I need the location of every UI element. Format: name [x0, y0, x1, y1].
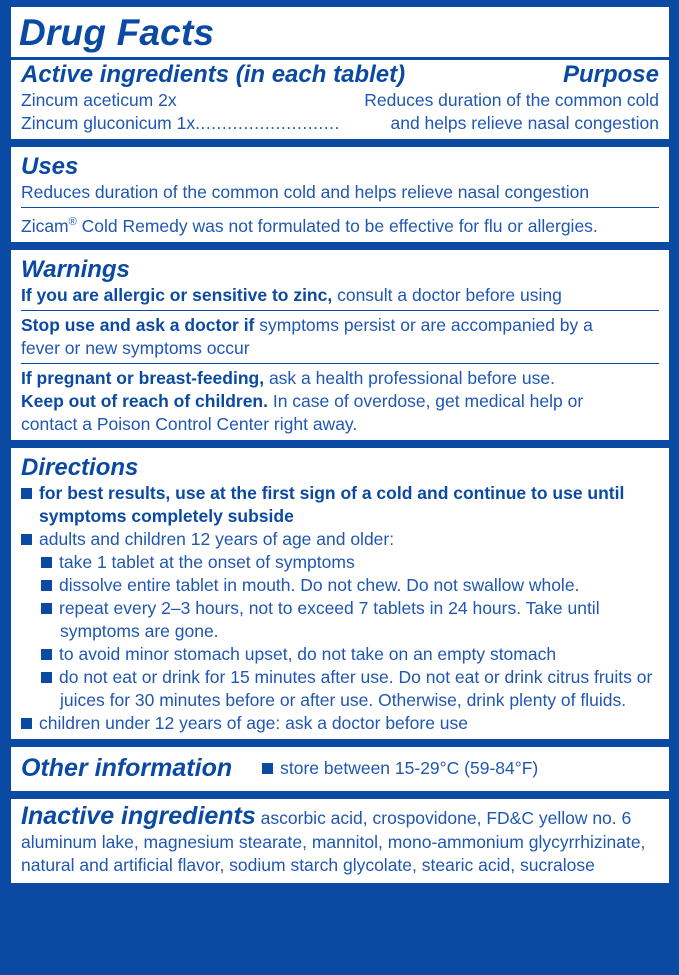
direction-text: children under 12 years of age: ask a doctor before use — [39, 712, 469, 733]
square-bullet-icon — [41, 649, 52, 660]
other-information-heading: Other information — [21, 754, 233, 783]
direction-text: repeat every 2–3 hours, not to exceed 7 tablets in 24 hours. Take until — [59, 597, 600, 618]
list-item — [21, 574, 659, 597]
section-divider — [21, 310, 659, 311]
section-divider — [21, 363, 659, 364]
inactive-text: ascorbic acid, crospovidone, FD&C yellow no. 6 — [255, 807, 632, 828]
warning-bold: Keep out of reach of children. — [21, 390, 268, 411]
warning-text: In case of overdose, get medical help or — [267, 390, 584, 411]
ingredient-row — [21, 112, 659, 135]
direction-text: to avoid minor stomach upset, do not take on an empty stomach — [59, 643, 557, 664]
children-warning-cont: contact a Poison Control Center right away. — [21, 413, 358, 434]
directions-panel — [11, 448, 669, 739]
directions-heading: Directions — [21, 453, 139, 481]
inactive-heading: Inactive ingredients — [21, 801, 256, 830]
direction-text-cont: symptoms completely subside — [39, 505, 294, 526]
warning-bold: Stop use and ask a doctor if — [21, 314, 255, 335]
list-item — [21, 482, 659, 505]
stop-use-warning — [21, 314, 659, 337]
pregnancy-warning — [21, 367, 659, 390]
square-bullet-icon — [262, 763, 273, 774]
direction-text-cont: juices for 30 minutes before or after use. Otherwise, drink plenty of fluids. — [60, 689, 627, 710]
warnings-heading: Warnings — [21, 255, 130, 283]
ingredient-purpose: and helps relieve nasal congestion — [390, 113, 659, 133]
active-ingredients-panel — [11, 7, 669, 139]
uses-text: Reduces duration of the common cold and helps relieve nasal congestion — [21, 182, 590, 202]
ingredient-purpose: Reduces duration of the common cold — [364, 90, 659, 110]
list-item — [21, 597, 659, 620]
children-warning — [21, 390, 659, 413]
square-bullet-icon — [41, 557, 52, 568]
leader-dots: ........................... — [195, 113, 340, 133]
storage-item — [262, 758, 538, 779]
stop-use-warning-cont: fever or new symptoms occur — [21, 337, 250, 358]
warning-text: symptoms persist or are accompanied by a — [254, 314, 593, 335]
warning-bold: If pregnant or breast-feeding, — [21, 367, 265, 388]
active-ingredients-header — [21, 61, 659, 89]
page-title: Drug Facts — [19, 12, 215, 53]
uses-heading: Uses — [21, 153, 79, 180]
square-bullet-icon — [21, 718, 32, 729]
inactive-line: aluminum lake, magnesium stearate, mannitol, mono-ammonium glycyrrhizinate, — [21, 831, 646, 852]
section-divider — [21, 207, 659, 208]
inactive-line: natural and artificial flavor, sodium starch glycolate, stearic acid, sucralose — [21, 854, 595, 875]
active-ingredients-heading: Active ingredients (in each tablet) — [21, 61, 406, 88]
uses-note — [21, 211, 659, 238]
inactive-ingredients-panel — [11, 799, 669, 883]
direction-text: adults and children 12 years of age and older: — [39, 528, 395, 549]
square-bullet-icon — [41, 672, 52, 683]
direction-text: for best results, use at the first sign of a cold and continue to use until — [39, 482, 625, 503]
list-item — [21, 643, 659, 666]
list-item — [21, 666, 659, 689]
ingredient-row — [21, 89, 659, 112]
warning-text: consult a doctor before using — [332, 284, 562, 305]
allergy-warning — [21, 284, 659, 307]
direction-text: take 1 tablet at the onset of symptoms — [59, 551, 355, 572]
square-bullet-icon — [21, 534, 32, 545]
square-bullet-icon — [41, 580, 52, 591]
storage-text: store between 15-29°C (59-84°F) — [280, 758, 539, 779]
warnings-panel — [11, 250, 669, 440]
list-item — [21, 712, 659, 735]
brand-name: Zicam — [21, 215, 69, 236]
inactive-line — [21, 803, 659, 831]
purpose-heading: Purpose — [562, 61, 659, 88]
registered-mark: ® — [68, 216, 77, 228]
other-information-row — [21, 747, 659, 791]
title-divider — [11, 57, 669, 60]
square-bullet-icon — [21, 488, 32, 499]
direction-text-cont: symptoms are gone. — [60, 620, 219, 641]
square-bullet-icon — [41, 603, 52, 614]
other-information-panel — [11, 747, 669, 791]
uses-panel — [11, 147, 669, 242]
list-item — [21, 551, 659, 574]
direction-text: do not eat or drink for 15 minutes after use. Do not eat or drink citrus fruits or — [59, 666, 653, 687]
warning-bold: If you are allergic or sensitive to zinc, — [21, 284, 333, 305]
uses-note-text: Cold Remedy was not formulated to be effective for flu or allergies. — [76, 215, 598, 236]
direction-text: dissolve entire tablet in mouth. Do not chew. Do not swallow whole. — [59, 574, 580, 595]
ingredient-name: Zincum aceticum 2x — [21, 90, 177, 110]
list-item — [21, 528, 659, 551]
warning-text: ask a health professional before use. — [264, 367, 555, 388]
ingredient-name: Zincum gluconicum 1x — [21, 113, 196, 133]
